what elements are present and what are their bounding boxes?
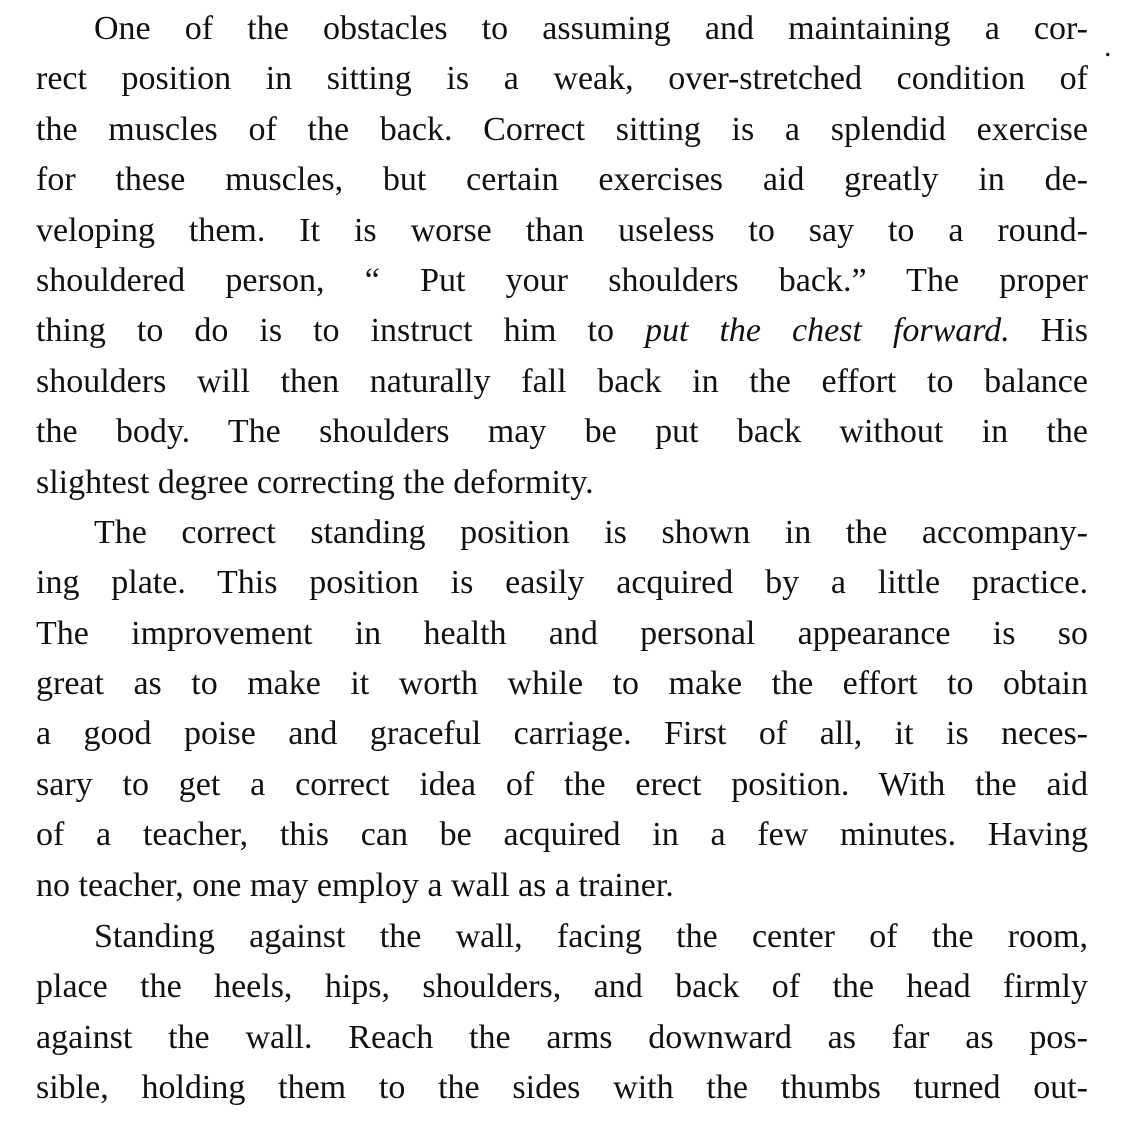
paragraph-3	[36, 912, 1088, 1114]
text-line: a good poise and graceful carriage. First of all, it is neces-	[36, 715, 1088, 753]
text-segment: His	[1009, 312, 1088, 350]
text-segment: thing to do is to instruct him to	[36, 312, 645, 350]
text-line: The correct standing position is shown in the accompany-	[94, 513, 1088, 551]
italic-emphasis: put the chest forward.	[644, 312, 1010, 350]
text-line: no teacher, one may employ a wall as a trainer.	[36, 866, 674, 904]
text-line: One of the obstacles to assuming and maintaining a cor-	[94, 10, 1088, 47]
text-line	[36, 306, 1088, 356]
text-line: of a teacher, this can be acquired in a few minutes. Having	[36, 816, 1088, 854]
paragraph-1	[36, 4, 1088, 508]
text-line: rect position in sitting is a weak, over-stretched condition of	[36, 60, 1088, 98]
text-line: against the wall. Reach the arms downward as far as pos-	[36, 1018, 1088, 1056]
text-line: the body. The shoulders may be put back without in the	[36, 413, 1088, 451]
text-line: Standing against the wall, facing the center of the room,	[94, 918, 1088, 956]
text-line: sary to get a correct idea of the erect position. With the aid	[36, 765, 1088, 803]
text-line: ing plate. This position is easily acquired by a little practice.	[36, 564, 1088, 602]
text-line: great as to make it worth while to make the effort to obtain	[36, 665, 1088, 703]
text-line: for these muscles, but certain exercises aid greatly in de-	[36, 161, 1088, 199]
text-line: The improvement in health and personal appearance is so	[36, 614, 1088, 652]
text-line: slightest degree correcting the deformity.	[36, 463, 594, 501]
margin-mark: .	[1104, 30, 1112, 63]
paragraph-2	[36, 508, 1088, 911]
text-line: sible, holding them to the sides with the thumbs turned out-	[36, 1069, 1088, 1107]
text-line: veloping them. It is worse than useless to say to a round-	[36, 211, 1088, 249]
text-line: the muscles of the back. Correct sitting is a splendid exercise	[36, 110, 1088, 148]
text-line: shoulders will then naturally fall back in the effort to balance	[36, 362, 1088, 400]
text-line: place the heels, hips, shoulders, and back of the head firmly	[36, 968, 1088, 1006]
document-page	[36, 4, 1088, 1114]
text-line: shouldered person, “ Put your shoulders back.” The proper	[36, 261, 1088, 299]
